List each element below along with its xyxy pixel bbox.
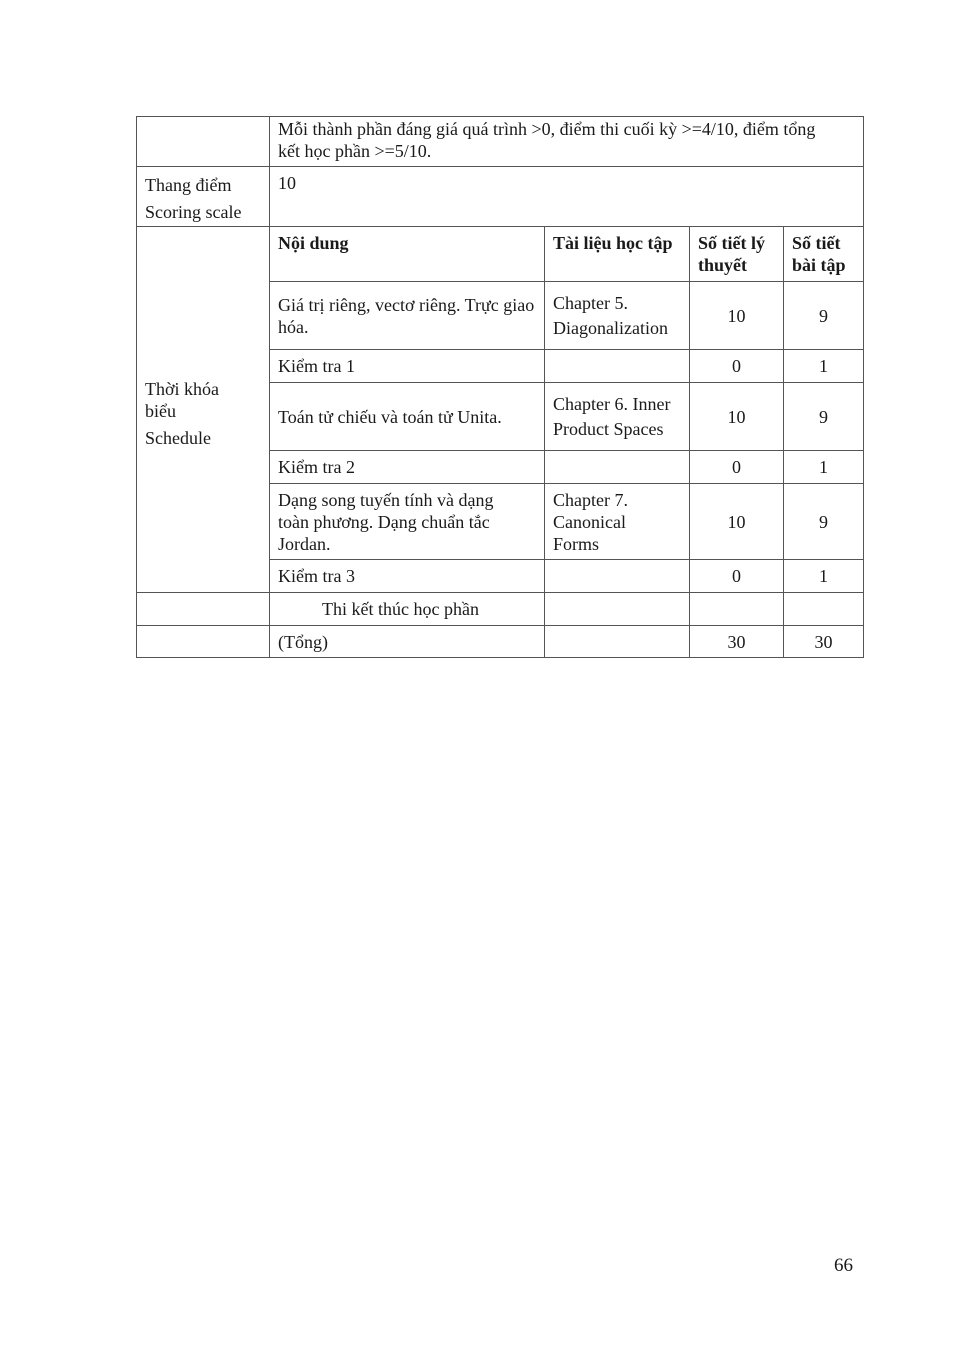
empty-cell: [545, 593, 690, 626]
row-material: Chapter 7. Canonical Forms: [545, 484, 690, 560]
row-content: Kiểm tra 2: [270, 451, 545, 484]
page-number: 66: [834, 1255, 853, 1276]
header-content: Nội dung: [270, 227, 545, 282]
row-theory: 10: [690, 484, 784, 560]
header-materials: Tài liệu học tập: [545, 227, 690, 282]
row-exercise: 9: [784, 383, 864, 451]
row-material: [545, 383, 690, 451]
empty-cell: [784, 593, 864, 626]
row-content: Dạng song tuyến tính và dạng toàn phương. Dạng chuẩn tắc Jordan.: [270, 484, 545, 560]
schedule-label-en: Schedule: [145, 428, 211, 448]
row-content: Toán tử chiếu và toán tử Unita.: [270, 383, 545, 451]
total-theory: 30: [690, 626, 784, 658]
scoring-value: 10: [270, 167, 864, 227]
table-header-row: [137, 227, 864, 282]
row-exercise: 1: [784, 350, 864, 383]
row-exercise: 1: [784, 451, 864, 484]
total-label: (Tổng): [270, 626, 545, 658]
syllabus-table: [136, 116, 864, 658]
empty-cell: [690, 593, 784, 626]
header-theory-hours: Số tiết lý thuyết: [690, 227, 784, 282]
total-row: [137, 626, 864, 658]
row-material: [545, 282, 690, 350]
empty-cell: [137, 593, 270, 626]
scoring-label-vi: Thang điểm: [145, 175, 232, 195]
row-material: [545, 350, 690, 383]
empty-cell: [137, 117, 270, 167]
schedule-label-vi: Thời khóa biểu: [145, 379, 220, 421]
criteria-text: Mỗi thành phần đáng giá quá trình >0, điểm thi cuối kỳ >=4/10, điểm tổng kết học phần >=5/10.: [270, 117, 864, 167]
total-exercise: 30: [784, 626, 864, 658]
final-exam-label: Thi kết thúc học phần: [270, 593, 545, 626]
row-material: [545, 560, 690, 593]
row-theory: 0: [690, 350, 784, 383]
material-line: Chapter 6. Inner: [553, 393, 671, 414]
table-row: [137, 117, 864, 167]
schedule-label-cell: [137, 227, 270, 593]
row-content: Kiểm tra 3: [270, 560, 545, 593]
row-theory: 0: [690, 560, 784, 593]
row-theory: 10: [690, 282, 784, 350]
material-line: Chapter 5.: [553, 292, 628, 313]
material-line: Product Spaces: [553, 418, 664, 439]
row-theory: 0: [690, 451, 784, 484]
table-row: [137, 167, 864, 227]
row-exercise: 9: [784, 282, 864, 350]
row-content: Kiểm tra 1: [270, 350, 545, 383]
row-exercise: 1: [784, 560, 864, 593]
row-content: Giá trị riêng, vectơ riêng. Trực giao hóa.: [270, 282, 545, 350]
material-line: Diagonalization: [553, 317, 668, 338]
empty-cell: [137, 626, 270, 658]
row-exercise: 9: [784, 484, 864, 560]
row-material: [545, 451, 690, 484]
header-exercise-hours: Số tiết bài tập: [784, 227, 864, 282]
empty-cell: [545, 626, 690, 658]
scoring-label-cell: [137, 167, 270, 227]
scoring-label-en: Scoring scale: [145, 202, 242, 222]
final-exam-row: [137, 593, 864, 626]
row-theory: 10: [690, 383, 784, 451]
